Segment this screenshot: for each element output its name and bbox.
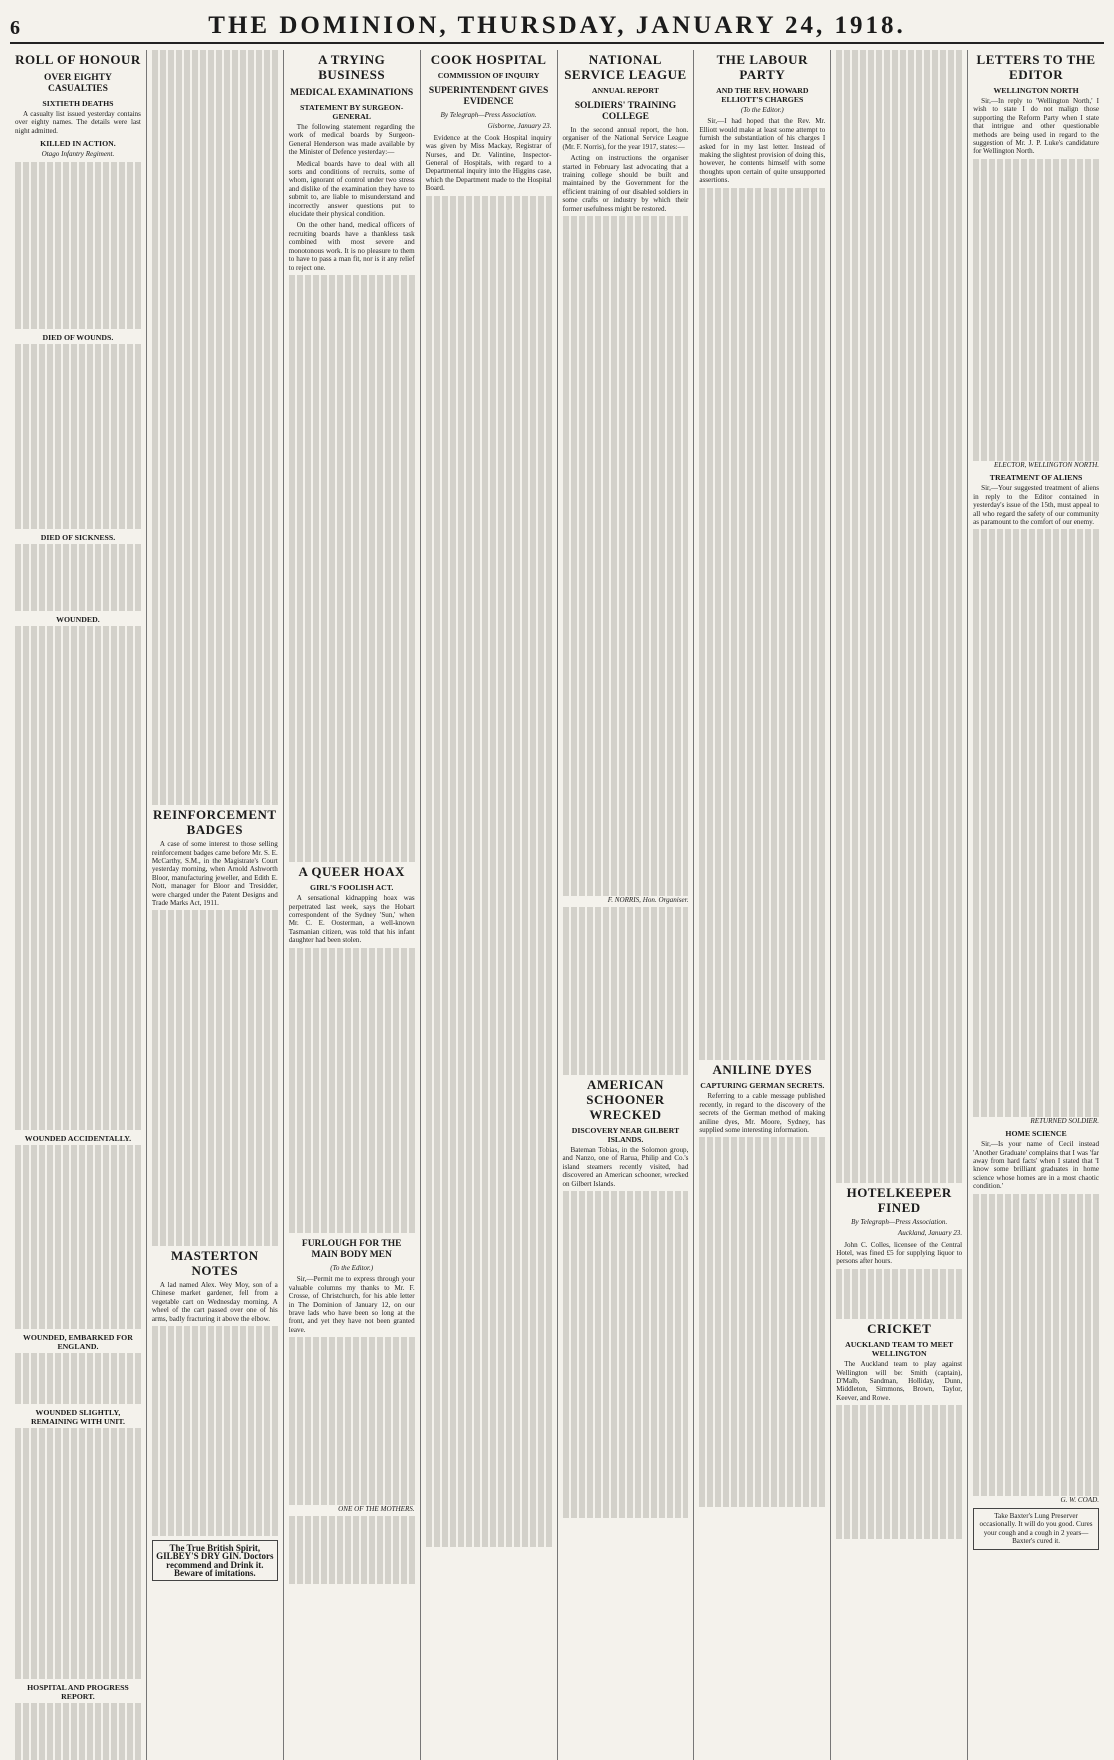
advertisement-gin (152, 1540, 278, 1582)
text-fill (15, 626, 141, 1129)
aniline-sub: CAPTURING GERMAN SECRETS. (700, 1081, 825, 1091)
schooner-text: Bateman Tobias, in the Solomon group, and Nanzo, one of Rarua, Philip and Co.'s island steamers recently visited, had discovered an American schooner, wrecked on Gilbert Islands. (562, 1145, 689, 1188)
cook-text: Evidence at the Cook Hospital inquiry was given by Miss Mackay, Registrar of Nurses, and Dr. Valintine, Inspector-General of Hospitals, with regard to a Departmental inquiry into the Higgins case, which the Department made to the Hospital Board. (425, 133, 552, 193)
national-sign: F. NORRIS, Hon. Organiser. (607, 895, 689, 904)
hoax-sub: GIRL'S FOOLISH ACT. (310, 883, 394, 893)
cook-heading: COOK HOSPITAL (430, 52, 547, 67)
labour-text: Sir,—I had hoped that the Rev. Mr. Elliott would make at least some attempt to furnish the substantiation of his charges I asked for in my last letter. Instead of making the slightest provision of doing this, however, he contents himself with some thoughts upon certain of quite unsupported assertions. (699, 117, 826, 185)
text-fill (699, 1137, 825, 1506)
aniline-heading: ANILINE DYES (712, 1062, 813, 1078)
cook-sub1: COMMISSION OF INQUIRY (437, 71, 540, 80)
text-fill (973, 529, 1099, 1116)
column-trying-business (284, 50, 421, 1760)
labour-heading: THE LABOUR PARTY (716, 52, 808, 82)
trying-p1: The following statement regarding the work of medical boards by Surgeon-General Henderson was made available by the Minister of Defence yesterday:— (288, 123, 415, 157)
advertisement-lung-preserver (973, 1508, 1099, 1550)
cricket-text: The Auckland team to play against Wellington will be: Smith (captain), D'Malb, Sandman, Holliday, Dunn, Middleton, Simmons, Brown, Taylor, Keever, and Rowe. (836, 1360, 963, 1402)
letters-heading: LETTERS TO THE EDITOR (976, 52, 1096, 82)
masterton-text: A lad named Alex. Wey Moy, son of a Chinese market gardener, fell from a vegetable cart on Wednesday morning. A wheel of the cart passed over one of his arms, badly fracturing it above the elbow. (151, 1281, 278, 1323)
masthead (10, 6, 1104, 44)
reinforcement-heading: REINFORCEMENT BADGES (153, 807, 277, 838)
trying-sub2: STATEMENT BY SURGEON-GENERAL (300, 103, 404, 121)
reinforcement-text: A case of some interest to those selling reinforcement badges came before Mr. S. E. McCarthy, S.M., in the Magistrate's Court yesterday morning, when Arnold Ashworth Bloor, manufacturing jeweller, and Edith E. Nott, manager for Bloor and Tresidder, were charged under the Patent Designs and Trade Marks Act, 1911. (151, 840, 278, 907)
ad-lung-text: Take Baxter's Lung Preserver occasionally. It will do you good. Cures your cough and a cough in 2 years—Baxter's cured it. (979, 1512, 1093, 1546)
letters-sub2: TREATMENT OF ALIENS (989, 473, 1083, 483)
text-fill (426, 196, 552, 1547)
letters-p2: Sir,—Your suggested treatment of aliens in reply to the Editor contained in yesterday's issue of the 15th, must appeal to all who regard the safety of our community as paramount to the comfort of our enemy. (973, 484, 1099, 526)
column-national-service (558, 50, 695, 1760)
cook-sub2: SUPERINTENDENT GIVES EVIDENCE (428, 86, 549, 107)
column-letters (968, 50, 1104, 1760)
hoax-heading: A QUEER HOAX (298, 864, 405, 880)
page-number: 6 (10, 17, 20, 39)
wounded-england-heading: WOUNDED, EMBARKED FOR ENGLAND. (23, 1333, 133, 1352)
aniline-text: Referring to a cable message published recently, in regard to the discovery of the secrets of the German method of making aniline dyes, Mr. Moore, Sydney, has supplied some interesting information. (699, 1092, 826, 1134)
masterton-heading: MASTERTON NOTES (171, 1248, 259, 1279)
text-fill (563, 907, 689, 1075)
furlough-text: Sir,—Permit me to express through your valuable columns my thanks to Mr. F. Crosse, of Christchurch, for his able letter in The Dominion of January 12, on our brave lads who have been so long at the front, and yet they have not been granted leave. (288, 1275, 415, 1334)
letters-sub3: HOME SCIENCE (1005, 1129, 1067, 1139)
text-fill (15, 1703, 141, 1760)
letters-p3: Sir,—Is your name of Cecil instead 'Another Graduate' complains that I was 'far away from hard facts' when I stated that 'I know some brilliant graduates in home science whose homes are in a most chaotic condition.' (973, 1140, 1099, 1191)
text-fill (15, 162, 141, 330)
furlough-sign: ONE OF THE MOTHERS. (338, 1505, 415, 1514)
letters-p1: Sir,—In reply to 'Wellington North,' I wish to state I do not malign those supporting the Reform Party when I state that intrigue and other questionable methods are being used in regard to the suggestion of Mr. J. P. Luke's candidature for Wellington North. (973, 97, 1099, 156)
died-wounds-heading: DIED OF WOUNDS. (42, 333, 114, 343)
national-sub2: SOLDIERS' TRAINING COLLEGE (574, 101, 677, 122)
column-cook-hospital (421, 50, 558, 1760)
text-fill (289, 1516, 415, 1583)
cook-dateline: Gisborne, January 23. (487, 122, 552, 131)
schooner-heading: AMERICAN SCHOONER WRECKED (586, 1076, 665, 1122)
text-fill (152, 1326, 278, 1536)
text-fill (563, 216, 689, 896)
column-list-continued (147, 50, 284, 1760)
roll-subheading: OVER EIGHTY CASUALTIES (44, 73, 112, 94)
text-fill (15, 1353, 141, 1403)
trying-heading: A TRYING BUSINESS (318, 52, 386, 82)
text-fill (15, 544, 141, 611)
cricket-sub: AUCKLAND TEAM TO MEET WELLINGTON (845, 1340, 954, 1359)
national-sub1: ANNUAL REPORT (591, 86, 659, 95)
wounded-heading: WOUNDED. (56, 615, 100, 625)
text-fill (836, 1269, 962, 1319)
labour-sub2: (To the Editor.) (740, 106, 784, 114)
text-fill (973, 159, 1099, 461)
column-labour-party (694, 50, 831, 1760)
text-fill (836, 1405, 962, 1539)
roll-heading: ROLL OF HONOUR (15, 52, 141, 67)
trying-p2: Medical boards have to deal with all sorts and conditions of recruits, some of whom, ignorant of control under two stress and dislike of the examination they have to submit to, are liable to misunderstand and incorrectly answer questions put to elucidate their physical condition. (288, 159, 415, 219)
cook-byline: By Telegraph—Press Association. (440, 111, 537, 119)
national-p1: In the second annual report, the hon. organiser of the National Service League (Mr. F. Norris), for the year 1917, states:— (562, 126, 689, 151)
killed-unit: Otago Infantry Regiment. (41, 150, 115, 159)
text-fill (973, 1194, 1099, 1496)
letters-sign1: ELECTOR, WELLINGTON NORTH. (994, 460, 1099, 469)
furlough-sub: (To the Editor.) (330, 1263, 374, 1272)
cricket-heading: CRICKET (867, 1321, 932, 1337)
text-fill (152, 50, 278, 805)
columns (10, 50, 1104, 1760)
national-p2: Acting on instructions the organiser started in February last advocating that a training college should be built and maintained by the Government for the efficient training of our disabled soldiers in some crafts or industry by which their former usefulness might be restored. (562, 154, 689, 213)
furlough-heading: FURLOUGH FOR THE MAIN BODY MEN (301, 1238, 402, 1260)
wounded-accidentally-heading: WOUNDED ACCIDENTALLY. (24, 1133, 132, 1143)
killed-heading: KILLED IN ACTION. (40, 139, 116, 149)
text-fill (289, 1337, 415, 1505)
wounded-slightly-heading: WOUNDED SLIGHTLY, REMAINING WITH UNIT. (30, 1407, 125, 1426)
labour-sub1: AND THE REV. HOWARD ELLIOTT'S CHARGES (716, 86, 809, 104)
column-roll-of-honour (10, 50, 147, 1760)
hoax-text: A sensational kidnapping hoax was perpetrated last week, says the Hobart correspondent of the Sydney 'Sun,' when Mr. C. E. Oosterman, a well-known Tasmanian citizen, was told that his infant daughter had been stolen. (288, 894, 415, 945)
schooner-sub: DISCOVERY NEAR GILBERT ISLANDS. (571, 1125, 680, 1144)
hospital-heading: HOSPITAL AND PROGRESS REPORT. (27, 1683, 129, 1702)
newspaper-title: THE DOMINION, THURSDAY, JANUARY 24, 1918. (208, 12, 906, 39)
hotelkeeper-byline: By Telegraph—Press Association. (851, 1217, 948, 1226)
text-fill (15, 1145, 141, 1330)
text-fill (15, 1428, 141, 1680)
roll-intro: A casualty list issued yesterday contains over eighty names. The details were last night admitted. (15, 110, 141, 135)
roll-list-title: SIXTIETH DEATHS (42, 99, 114, 108)
hotelkeeper-heading: HOTELKEEPER FINED (846, 1184, 952, 1215)
text-fill (289, 275, 415, 862)
hotelkeeper-dateline: Auckland, January 23. (897, 1229, 963, 1238)
ad-gin-text: The True British Spirit, GILBEY'S DRY GIN. Doctors recommend and Drink it. Beware of imitations. (156, 1542, 274, 1579)
letters-sign3: G. W. COAD. (1060, 1495, 1099, 1504)
hotelkeeper-text: John C. Colles, licensee of the Central Hotel, was fined £5 for supplying liquor to persons after hours. (836, 1240, 963, 1266)
trying-sub1: MEDICAL EXAMINATIONS (290, 88, 414, 98)
letters-sign2: RETURNED SOLDIER. (1030, 1116, 1099, 1125)
text-fill (152, 910, 278, 1246)
trying-p3: On the other hand, medical officers of recruiting boards have a thankless task combined with most severe and monotonous work. It is no pleasure to them to have to pass a man fit, nor is it any relief to reject one. (288, 221, 415, 272)
text-fill (563, 1191, 689, 1518)
died-sickness-heading: DIED OF SICKNESS. (40, 533, 116, 543)
text-fill (699, 188, 825, 1061)
text-fill (15, 344, 141, 529)
text-fill (289, 948, 415, 1233)
letters-sub1: WELLINGTON NORTH (993, 86, 1079, 95)
text-fill (836, 50, 962, 1183)
national-heading: NATIONAL SERVICE LEAGUE (564, 52, 687, 82)
column-labour-continued (831, 50, 968, 1760)
